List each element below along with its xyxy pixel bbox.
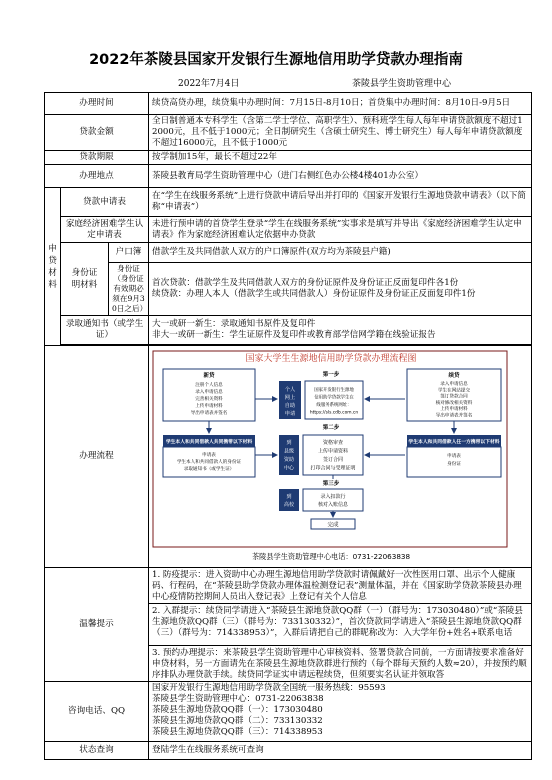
value-contact bbox=[149, 682, 532, 742]
guide-table bbox=[44, 92, 532, 760]
new-bring-item: 学生本人和共同借款人的身份证 bbox=[176, 459, 242, 465]
label-notice: 录取通知书（或学生证） bbox=[61, 316, 149, 345]
step3-item: 核对入账信息 bbox=[317, 501, 349, 508]
renew-loan-step: 导出申请表并签名 bbox=[435, 413, 473, 418]
new-loan-steps bbox=[191, 381, 228, 416]
new-loan-step: 录入申请信息 bbox=[195, 389, 223, 395]
row-status bbox=[45, 742, 532, 760]
renew-loan-step: 核对修改相关资料 bbox=[435, 400, 473, 406]
county-office-line: 县级 bbox=[283, 448, 295, 454]
row-amount bbox=[45, 115, 532, 151]
step2-label: 第二步 bbox=[322, 424, 340, 431]
flowchart-title: 国家大学生生源地信用助学贷款办理流程图 bbox=[245, 353, 417, 364]
row-process bbox=[45, 346, 532, 568]
contact-line: 茶陵县学生资助管理中心：0731-22063838 bbox=[152, 694, 324, 704]
done-label: 完成 bbox=[327, 522, 339, 528]
renew-loan-step: 上传申请材料 bbox=[440, 406, 468, 412]
process-flowchart bbox=[151, 349, 529, 565]
idcard-first-loan: 首次贷款：借款学生及共同借款人双方的身份证原件及身份证正反面复印件各1份 bbox=[152, 278, 459, 288]
step2-item: 资格审查 bbox=[322, 439, 344, 446]
value-hukou: 借款学生及共同借款人双方的户口簿原件(双方均为茶陵县户籍) bbox=[149, 243, 532, 263]
new-loan-step: 完善相关资料 bbox=[195, 396, 223, 402]
value-tips bbox=[149, 568, 532, 682]
contact-line: 茶陵县生源地贷款QQ群（二）：733130332 bbox=[152, 716, 323, 726]
row-tips bbox=[45, 568, 532, 682]
renew-loan-step: 学生在网站提交 bbox=[437, 387, 471, 393]
new-loan-step: 上传申请材料 bbox=[195, 403, 223, 409]
system-url-line: 信用助学贷款学生在 bbox=[314, 395, 354, 400]
system-url-line: 线服务系统网址： bbox=[316, 402, 352, 408]
row-time bbox=[45, 93, 532, 115]
process-flowchart-cell bbox=[149, 346, 532, 568]
school-line: 到 bbox=[286, 493, 292, 500]
step2-item: 打印合同与受理证明 bbox=[310, 465, 356, 471]
new-bring-item: 申请表 bbox=[202, 452, 216, 458]
contact-phone-line: 茶陵县学生资助管理中心电话：0731-22063838 bbox=[251, 551, 411, 561]
value-loan-form: 在“学生在线服务系统”上进行贷款申请后导出并打印的《国家开发银行生源地贷款申请表》（以下简称“申请表”） bbox=[149, 188, 532, 217]
value-family: 未进行预申请的首贷学生登录“学生在线服务系统”实事求是填写并导出《家庭经济困难学生认定申请表》作为家庭经济困难认定依据申办贷款 bbox=[149, 217, 532, 243]
label-id-group bbox=[61, 243, 109, 316]
contact-line: 国家开发银行生源地信用助学贷款全国统一服务热线：95593 bbox=[152, 683, 386, 693]
label-term: 贷款期限 bbox=[45, 151, 149, 165]
value-notice bbox=[149, 316, 532, 345]
row-loan-form bbox=[45, 188, 532, 217]
value-amount: 全日制普通本专科学生（含第二学士学位、高职学生）、预科班学生每人每年申请贷款额度不超过12000元，且不低于1000元；全日制研究生（含硕士研究生、博士研究生）每人每年申请贷款额度不超过16000元，且不低于1000元 bbox=[149, 115, 532, 151]
id-group-label: 身份证明材料 bbox=[71, 268, 98, 290]
row-notice bbox=[45, 316, 532, 345]
renew-loan-title: 续贷 bbox=[448, 372, 460, 379]
value-idcard bbox=[149, 263, 532, 316]
step2-item: 上传申请资料 bbox=[317, 448, 349, 454]
row-family bbox=[45, 217, 532, 243]
step3-item: 录入扣款行 bbox=[320, 493, 346, 500]
tip-appointment: 3. 预约办理提示：来茶陵县学生资助管理中心审核资料、签署贷款合同前，一方面请按要求准备好申贷材料，另一方面请先在茶陵县生源地贷款群进行预约（每个群每天预约人数≈20），并按预约顺序排队办理贷款手续。续贷同学证实申请远程续贷，但须要实名认证并领取答 bbox=[152, 648, 527, 680]
new-loan-title: 新贷 bbox=[203, 372, 215, 379]
notice-non-freshman: 非大一或研一新生：学生证原件及复印件或教育部学信网学籍在线验证报告 bbox=[152, 330, 436, 340]
value-time: 续贷高贷办理，续贷集中办理时间：7月15日-8月10日；首贷集中办理时间：8月10日-9月5日 bbox=[149, 93, 532, 115]
document-title: 2022年茶陵县国家开发银行生源地信用助学贷款办理指南 bbox=[89, 52, 463, 68]
row-hukou bbox=[45, 243, 532, 263]
renew-bring-title: 学生本人和共同借款人任一方携带以下材料 bbox=[408, 439, 500, 445]
step1-label: 第一步 bbox=[322, 371, 340, 378]
online-apply-line: 网上 bbox=[284, 394, 296, 401]
value-status: 登陆学生在线服务系统可查询 bbox=[149, 742, 532, 760]
label-idcard: 身份证（身份证有效期必须在9月30日之后） bbox=[109, 263, 149, 316]
row-idcard bbox=[45, 263, 532, 316]
renew-loan-step: 签订贷款合同 bbox=[440, 394, 468, 400]
notice-freshman: 大一或研一新生：录取通知书原件及复印件 bbox=[152, 319, 316, 329]
label-loan-form: 贷款申请表 bbox=[61, 188, 149, 217]
label-place: 办理地点 bbox=[45, 165, 149, 188]
new-bring-item: 录取通知书（或学生证） bbox=[183, 466, 235, 472]
county-office-line: 到 bbox=[286, 439, 292, 446]
issuing-org: 茶陵县学生资助管理中心 bbox=[352, 79, 452, 89]
label-process: 办理流程 bbox=[45, 346, 149, 568]
label-time: 办理时间 bbox=[45, 93, 149, 115]
contact-line: 茶陵县生源地贷款QQ群（一）：173030480 bbox=[152, 705, 323, 715]
label-contact: 咨询电话、QQ bbox=[45, 682, 149, 742]
idcard-renewal: 续贷款：办理人本人（借款学生或共同借款人）身份证原件及身份证正反面复印件1份 bbox=[152, 289, 476, 299]
system-url-line: 国家开发银行生源地 bbox=[314, 387, 354, 393]
label-tips: 温馨提示 bbox=[45, 568, 149, 682]
label-hukou: 户口簿 bbox=[109, 243, 149, 263]
system-url-line: https://sls.cdb.com.cn bbox=[309, 410, 359, 415]
label-materials bbox=[45, 188, 61, 346]
new-loan-step: 注册个人信息 bbox=[195, 382, 223, 388]
materials-group-label: 申贷材料 bbox=[48, 243, 57, 290]
contact-line: 茶陵县生源地贷款QQ群（三）：714338953 bbox=[152, 727, 323, 737]
online-apply-line: 个人 bbox=[284, 386, 296, 393]
flowchart-svg bbox=[151, 349, 523, 565]
step2-item: 签订合同 bbox=[322, 456, 344, 463]
row-term bbox=[45, 151, 532, 165]
online-apply-line: 申请 bbox=[284, 410, 296, 417]
county-office-line: 中心 bbox=[283, 465, 295, 471]
label-family: 家庭经济困难学生认定申请表 bbox=[61, 217, 149, 243]
renew-bring-item: 申请表 bbox=[447, 453, 461, 459]
tip-qq-group: 2. 入群提示：续贷同学请进入“茶陵县生源地贷款QQ群（一）（群号为：173030480）”或“茶陵县生源地贷款QQ群（三）（群号为：733130332）”，首次贷款同学请进入“茶陵县生源地贷款QQ群（三）（群号为：714338953）”，入群后请把自己的群昵称改为：入大学年份+姓名+联系电话 bbox=[149, 604, 531, 646]
tip-epidemic: 1. 防疫提示：进入资助中心办理生源地信用助学贷款时请佩戴好一次性医用口罩、出示个人健康码、行程码，在“茶陵县助学贷款办理体温检测登记表”测量体温，并在《国家助学贷款茶陵县办理中心疫情防控期间人员出入登记表》上登记有关个人信息 bbox=[149, 568, 531, 604]
value-place: 茶陵县教育局学生资助管理中心（进门右侧红色办公楼4楼401办公室） bbox=[149, 165, 532, 188]
online-apply-line: 自助 bbox=[284, 402, 296, 409]
renew-loan-steps bbox=[436, 380, 473, 419]
renew-bring-item: 身份证 bbox=[447, 461, 461, 467]
row-contact bbox=[45, 682, 532, 742]
step3-label: 第三步 bbox=[322, 480, 340, 487]
county-office-line: 资助 bbox=[283, 456, 295, 463]
label-status: 状态查询 bbox=[45, 742, 149, 760]
renew-loan-step: 录入申请信息 bbox=[440, 381, 468, 387]
label-amount: 贷款金额 bbox=[45, 115, 149, 151]
row-place bbox=[45, 165, 532, 188]
new-loan-step: 导出申请表并签名 bbox=[190, 410, 228, 416]
new-bring-title: 学生本人和共同借款人共同携带以下材料 bbox=[165, 439, 253, 445]
school-line: 高校 bbox=[283, 501, 295, 508]
document-date: 2022年7月4日 bbox=[178, 79, 240, 89]
value-term: 按学制加15年，最长不超过22年 bbox=[149, 151, 532, 165]
